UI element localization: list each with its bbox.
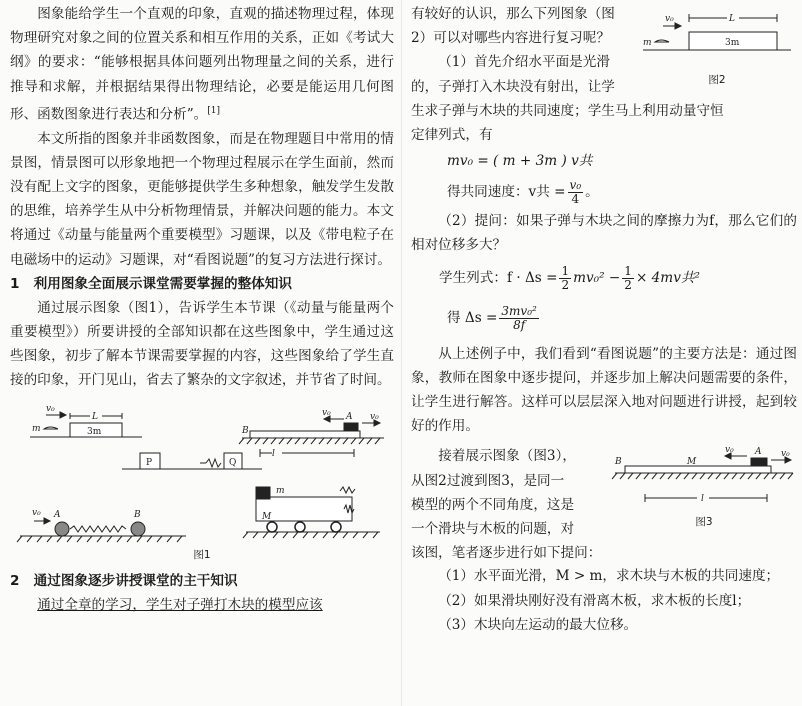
fraction-half-1: $\frac{1}{2}$ — [561, 263, 570, 292]
paragraph-fig3-intro-3: 模型的两个不同角度，这是 — [411, 496, 575, 513]
paragraph-fig3-intro-4: 一个滑块与木板的问题，对 — [411, 521, 575, 538]
paragraph-fig3-intro-2: 从图2过渡到图3，是同一 — [411, 472, 565, 489]
equation-momentum: mv₀ = ( m + 3m ) v共 — [447, 153, 593, 170]
section-heading-1: 1 利用图象全面展示课堂需要掌握的整体知识 — [10, 275, 292, 292]
fig3-l-label: l — [701, 494, 704, 505]
fig3-A-label: A — [755, 447, 762, 458]
fraction-v0-over-4: $\frac{\text{v₀}}{4}$ — [569, 178, 582, 207]
fig1-P-label: P — [146, 457, 153, 468]
fig1-M-label: M — [262, 511, 272, 522]
right-column — [411, 2, 797, 702]
fig1-l-label: l — [272, 448, 275, 459]
fig3-B-label: B — [615, 457, 622, 468]
citation-ref: [1] — [207, 105, 221, 116]
equation-common-velocity: 得共同速度：v共 = $\frac{\text{v₀}}{4}$ 。 — [447, 178, 599, 207]
fig1-Q-label: Q — [229, 457, 237, 468]
section-heading-2: 2 通过图象逐步讲授课堂的主干知识 — [10, 572, 238, 589]
fig1-L-label: L — [92, 411, 98, 422]
paragraph-method-summary: 从上述例子中，我们看到“看图说题”的主要方法是：通过图象，教师在图象中逐步提问，并逐步加上解决问题需要的条件，让学生进行解答。这样可以层层深入地对问题进行讲授，起到较好的作用。 — [411, 345, 797, 435]
fig2-v0-label: v₀ — [665, 14, 674, 24]
question-1: （1）水平面光滑，M > m，求木块与木板的共同速度； — [438, 568, 780, 585]
equation-energy: 学生列式：f · Δs = $\frac{1}{2}$ mv₀² − $\frac{1}{2}$ × 4mv共² — [439, 263, 700, 292]
question-3: （3）木块向左运动的最大位移。 — [438, 616, 638, 633]
fig3-v0-label-2: v₀ — [781, 449, 790, 460]
paragraph-section-1: 通过展示图象（图1），告诉学生本节课（《动量与能量两个重要模型》）所要讲授的全部知识都在这些图象中，学生通过这些图象，初步了解本节课需要掌握的内容，这些图象给了学生直接的印象，开门见山，省去了繁杂的文字叙述，并节省了时间。 — [10, 299, 394, 389]
fig1-v0-label-3: v₀ — [370, 411, 379, 422]
fig2-m-label: m — [643, 38, 652, 48]
paragraph-fig3-intro-5: 该图，笔者逐步进行如下提问： — [411, 545, 602, 562]
fig1-v0-label-2: v₀ — [322, 407, 331, 418]
paragraph-fig3-intro-1: 接着展示图象（图3）， — [438, 448, 576, 465]
fig3-v0-label-1: v₀ — [725, 445, 734, 456]
fraction-displacement: $\frac{\text{3mv₀²}}{8f}$ — [501, 303, 537, 332]
equation-displacement: 得 Δs = $\frac{\text{3mv₀²}}{8f}$ — [447, 303, 537, 332]
paragraph-scope: 本文所指的图象并非函数图象，而是在物理题目中常用的情景图，情景图可以形象地把一个物理过程展示在学生面前，然而没有配上文字的图象，更能够提供学生多种想象，触发学生发散的思维，培养学生从中分析物理情景，并解决问题的能力。本文将通过《动量与能量两个重要模型》习题课，以及《带电粒子在电磁场中的运动》习题课，对“看图说题”的复习方法进行探讨。 — [10, 130, 394, 268]
fig1-m-label: m — [32, 423, 41, 434]
paragraph-intro: 图象能给学生一个直观的印象，直观的描述物理过程，体现物理研究对象之间的位置关系和相互作用的关系，正如《考试大纲》的要求：“能够根据具体问题列出物理量之间的关系，进行推导和求解，并根据结果得出物理结论，必要是能运用几何图形、函数图象进行表达和分析”。[1] — [10, 6, 394, 123]
fig1-A-label-2: A — [54, 509, 61, 520]
fig1-B-label-2: B — [134, 509, 141, 520]
figure-3-caption: 图3 — [695, 516, 713, 529]
column-divider — [401, 0, 402, 706]
fig1-m-label-2: m — [276, 485, 285, 496]
figure-1-caption: 图1 — [193, 548, 211, 561]
fig1-v0-label-1: v₀ — [46, 403, 55, 414]
fig2-3m-label: 3m — [725, 38, 740, 48]
fig1-A-label-1: A — [346, 411, 353, 422]
figure-2-caption: 图2 — [708, 74, 726, 86]
fraction-half-2: $\frac{1}{2}$ — [624, 263, 632, 292]
paragraph-fig2-intro-2: 2）可以对哪些内容进行复习呢？ — [411, 30, 610, 47]
figure-1 — [10, 401, 394, 569]
paragraph-section-2: 通过全章的学习，学生对子弹打木块的模型应该 — [37, 596, 323, 613]
question-2: （2）如果滑块刚好没有滑离木板，求木板的长度l； — [438, 592, 751, 609]
paragraph-q2: （2）提问：如果子弹与木块之间的摩擦力为f，那么它们的相对位移多大？ — [411, 213, 797, 254]
fig2-L-label: L — [729, 14, 735, 24]
paragraph-q1-line-3: 生求子弹与木块的共同速度；学生马上利用动量守恒 — [411, 102, 724, 119]
paragraph-q1-line-2: 的，子弹打入木块没有射出，让学 — [411, 78, 615, 95]
fig1-B-label-1: B — [242, 425, 249, 436]
fig1-v0-label-4: v₀ — [32, 507, 41, 518]
left-column — [10, 2, 394, 702]
figure-3 — [611, 444, 797, 540]
fig3-M-label: M — [687, 457, 697, 468]
figure-1-drawing — [10, 401, 394, 569]
paragraph-q1-line-1: （1）首先介绍水平面是光滑 — [438, 54, 610, 71]
paragraph-q1-line-4: 定律列式，有 — [411, 127, 493, 144]
paragraph-fig2-intro-1: 有较好的认识，那么下列图象（图 — [411, 6, 615, 22]
figure-2 — [637, 4, 797, 90]
figure-2-drawing — [637, 4, 797, 76]
fig1-3m-label: 3m — [87, 426, 102, 437]
